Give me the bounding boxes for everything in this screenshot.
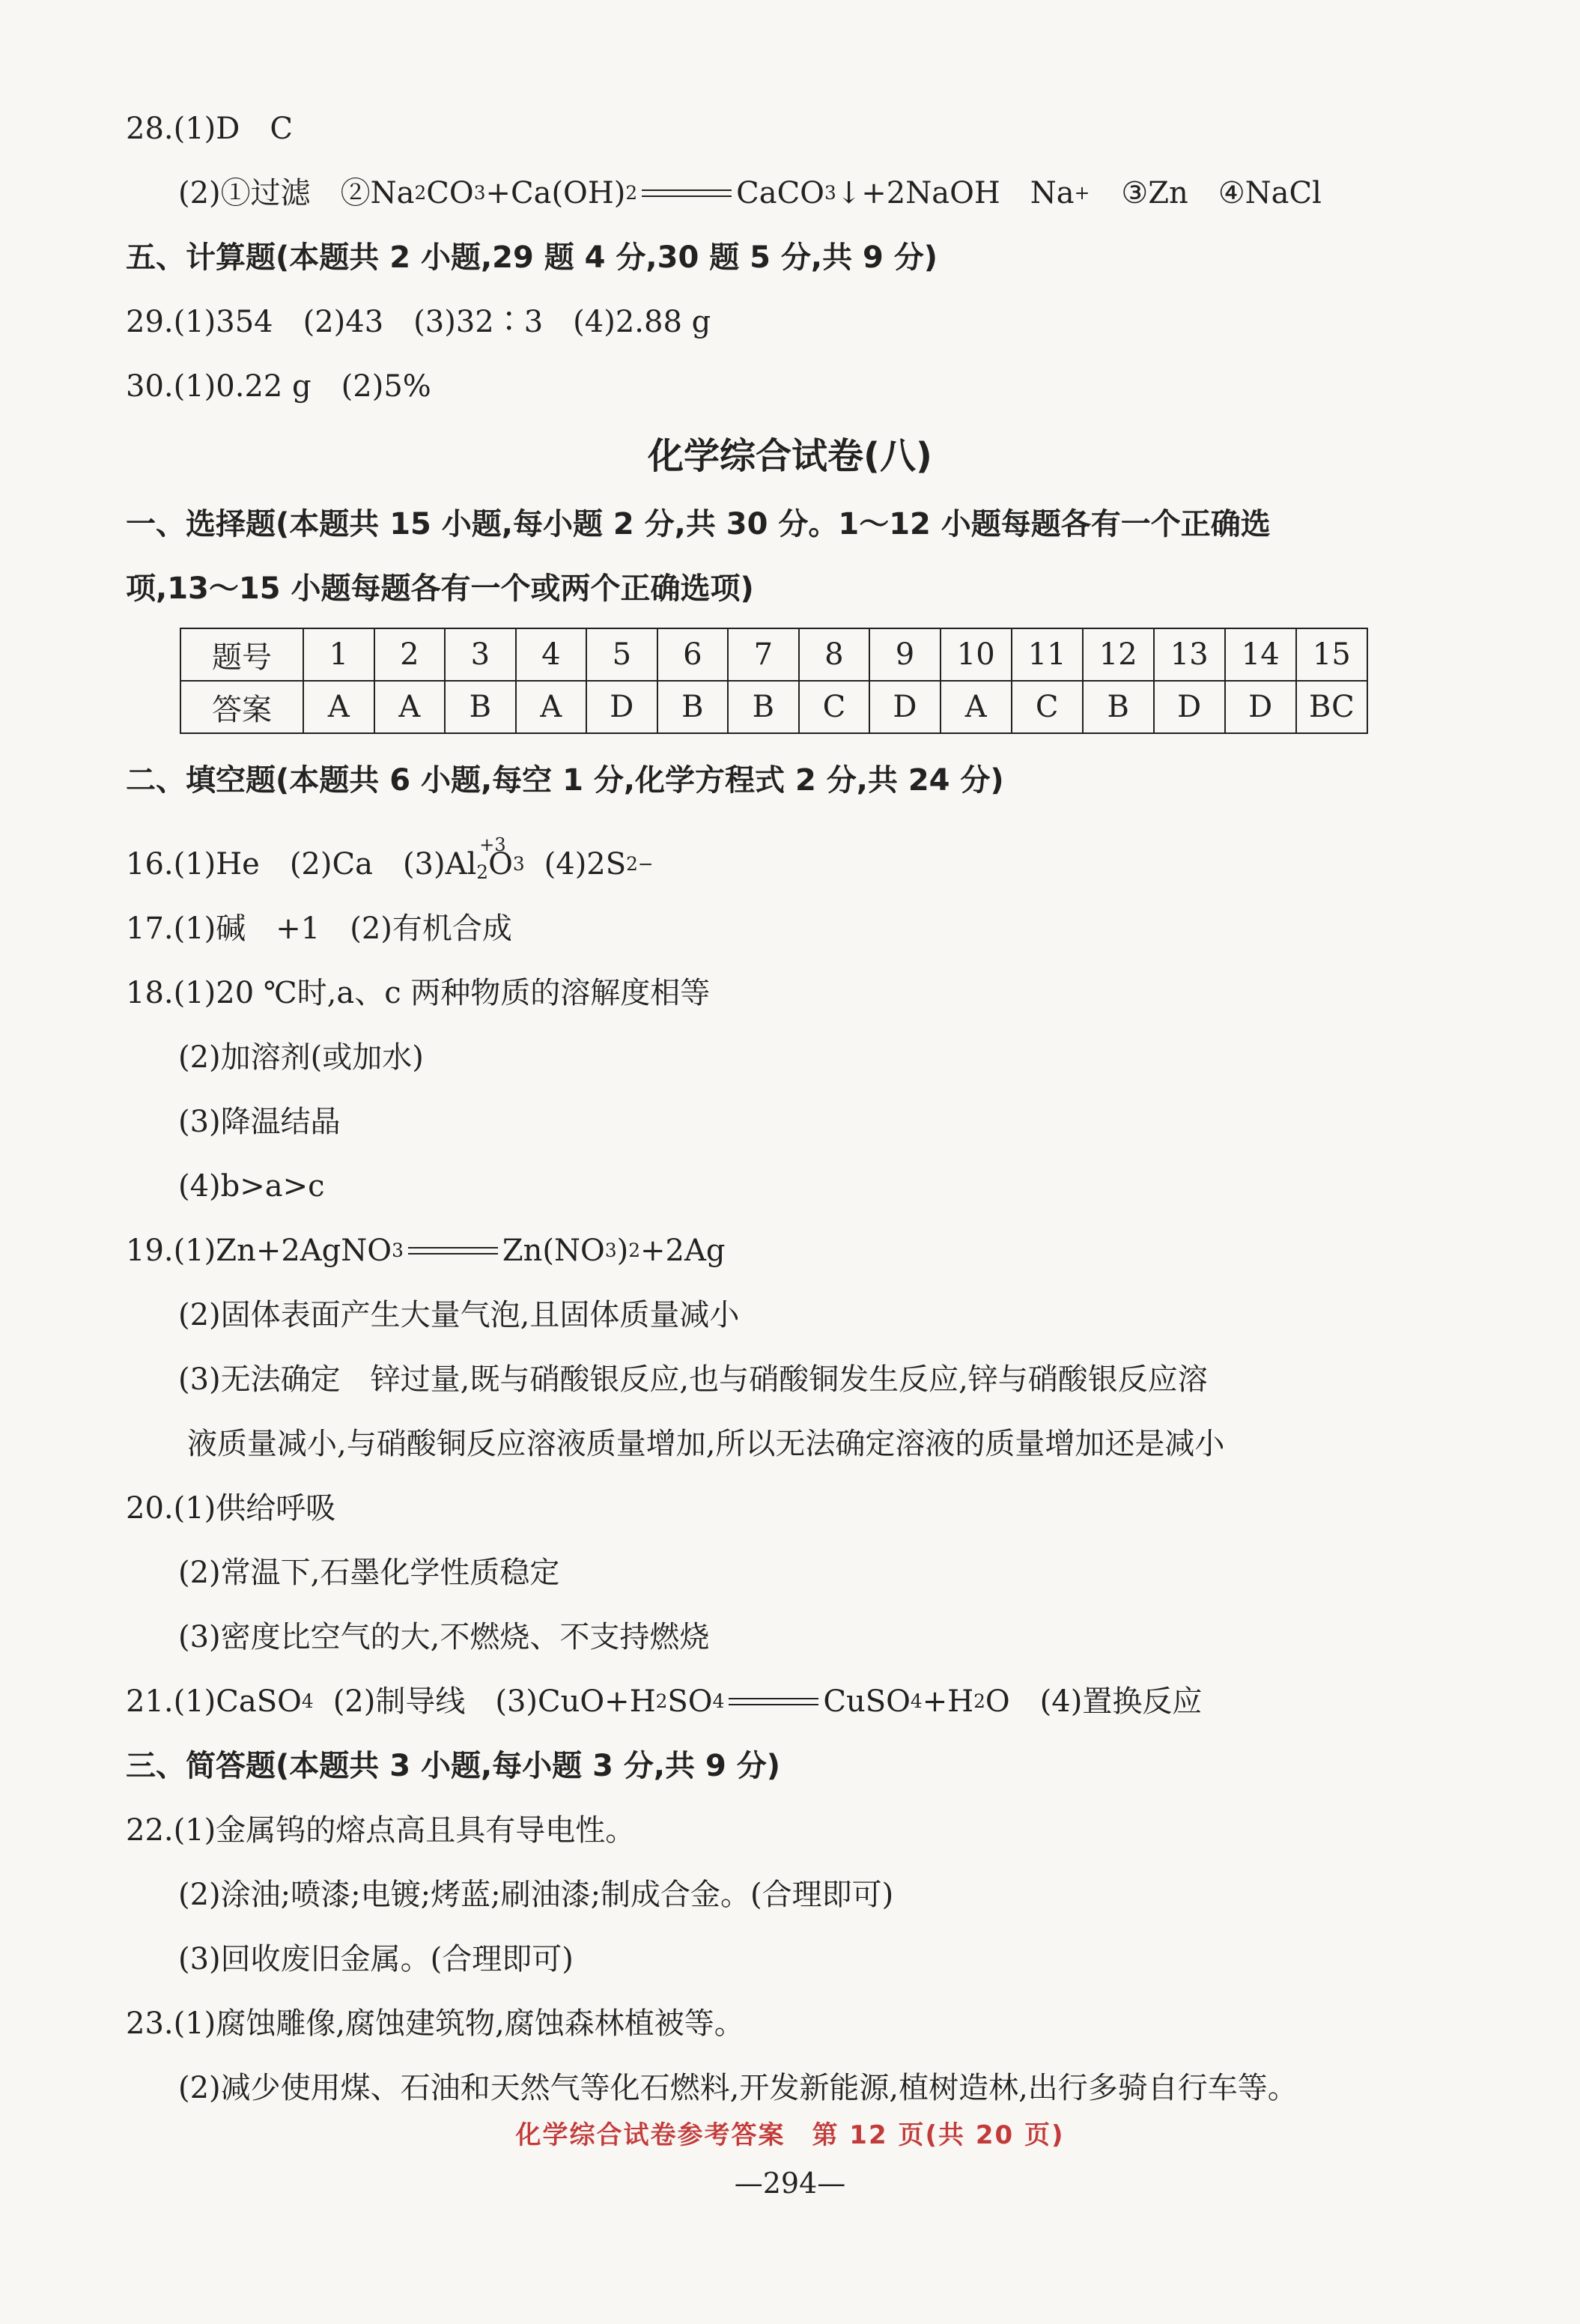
section1-heading-line2: 项,13～15 小题每题各有一个或两个正确选项) — [126, 571, 754, 606]
table-cell: D — [1154, 681, 1225, 733]
q28-line1: 28.(1)D C — [126, 112, 293, 146]
q20-line1: 20.(1)供给呼吸 — [126, 1491, 336, 1526]
q22-line2: (2)涂油;喷漆;电镀;烤蓝;刷油漆;制成合金。(合理即可) — [178, 1878, 894, 1912]
table-cell: A — [516, 681, 586, 733]
table-cell: B — [445, 681, 516, 733]
table-cell: 10 — [941, 628, 1012, 681]
table-header-cell: 题号 — [180, 628, 303, 681]
q19-line1: 19.(1)Zn+2AgNO 3 Zn(NO 3 ) 2 +2Ag — [126, 1234, 726, 1268]
table-cell: 14 — [1225, 628, 1296, 681]
section2-heading: 二、填空题 (本题共 6 小题,每空 1 分,化学方程式 2 分,共 24 分) — [126, 763, 1004, 798]
q18-line1: 18.(1)20 ℃时,a、c 两种物质的溶解度相等 — [126, 976, 711, 1010]
q18-line3: (3)降温结晶 — [178, 1105, 341, 1139]
table-cell: D — [1225, 681, 1296, 733]
exam-title: 化学综合试卷(八) — [648, 435, 932, 477]
section3-heading: 三、简答题 (本题共 3 小题,每小题 3 分,共 9 分) — [126, 1749, 781, 1783]
table-cell: 13 — [1154, 628, 1225, 681]
table-cell: 11 — [1012, 628, 1083, 681]
table-cell: 1 — [303, 628, 374, 681]
q19-line3: (3)无法确定 锌过量,既与硝酸银反应,也与硝酸铜发生反应,锌与硝酸银反应溶 — [178, 1362, 1208, 1397]
table-cell: 7 — [728, 628, 799, 681]
table-cell: 5 — [586, 628, 657, 681]
table-cell: BC — [1296, 681, 1367, 733]
q30-line: 30.(1)0.22 g (2)5% — [126, 369, 431, 404]
table-cell: C — [799, 681, 870, 733]
table-cell: 4 — [516, 628, 586, 681]
q22-line3: (3)回收废旧金属。(合理即可) — [178, 1942, 574, 1976]
table-cell: 9 — [869, 628, 941, 681]
table-row-answers — [180, 681, 1367, 733]
section1-heading-line1: 一、选择题 (本题共 15 小题,每小题 2 分,共 30 分。1～12 小题每题各有一个正确选 — [126, 507, 1271, 541]
page-footer: 化学综合试卷参考答案 第 12 页(共 20 页) — [515, 2120, 1065, 2150]
q23-line1: 23.(1)腐蚀雕像,腐蚀建筑物,腐蚀森林植被等。 — [126, 2006, 744, 2041]
q22-line1: 22.(1)金属钨的熔点高且具有导电性。 — [126, 1813, 636, 1848]
table-cell: 6 — [657, 628, 729, 681]
answer-table — [180, 628, 1368, 734]
q16-line: 16.(1)He (2)Ca (3)Al +3 $_2$ O 3 (4)2S 2− — [126, 834, 654, 884]
q20-line2: (2)常温下,石墨化学性质稳定 — [178, 1556, 560, 1590]
table-cell: B — [1083, 681, 1154, 733]
table-cell: 8 — [799, 628, 870, 681]
table-cell: C — [1012, 681, 1083, 733]
table-cell: 12 — [1083, 628, 1154, 681]
table-cell: D — [869, 681, 941, 733]
q18-line2: (2)加溶剂(或加水) — [178, 1040, 424, 1075]
table-header-cell: 答案 — [180, 681, 303, 733]
q18-line4: (4)b>a>c — [178, 1169, 325, 1204]
q29-line: 29.(1)354 (2)43 (3)32∶3 (4)2.88 g — [126, 305, 711, 339]
q19-line4: 液质量减小,与硝酸铜反应溶液质量增加,所以无法确定溶液的质量增加还是减小 — [187, 1427, 1225, 1461]
table-cell: 3 — [445, 628, 516, 681]
table-cell: A — [374, 681, 445, 733]
table-cell: A — [941, 681, 1012, 733]
table-cell: 15 — [1296, 628, 1367, 681]
table-cell: A — [303, 681, 374, 733]
q28-line2: (2)①过滤 ②Na 2 CO 3 +Ca(OH) 2 CaCO 3 ↓+2NaOH Na + ③Zn ④NaCl — [178, 176, 1322, 210]
page-number: —294— — [734, 2167, 846, 2200]
q19-line2: (2)固体表面产生大量气泡,且固体质量减小 — [178, 1298, 740, 1332]
table-cell: B — [728, 681, 799, 733]
section5-heading: 五、计算题 (本题共 2 小题,29 题 4 分,30 题 5 分,共 9 分) — [126, 240, 938, 275]
table-cell: 2 — [374, 628, 445, 681]
table-cell: B — [657, 681, 729, 733]
table-cell: D — [586, 681, 657, 733]
q23-line2: (2)减少使用煤、石油和天然气等化石燃料,开发新能源,植树造林,出行多骑自行车等。 — [178, 2071, 1298, 2105]
q21-line: 21.(1)CaSO 4 (2)制导线 (3)CuO+H 2 SO 4 CuSO 4 +H 2 O (4)置换反应 — [126, 1684, 1203, 1719]
q20-line3: (3)密度比空气的大,不燃烧、不支持燃烧 — [178, 1620, 710, 1654]
q17-line: 17.(1)碱 +1 (2)有机合成 — [126, 911, 512, 946]
table-row-numbers — [180, 628, 1367, 681]
